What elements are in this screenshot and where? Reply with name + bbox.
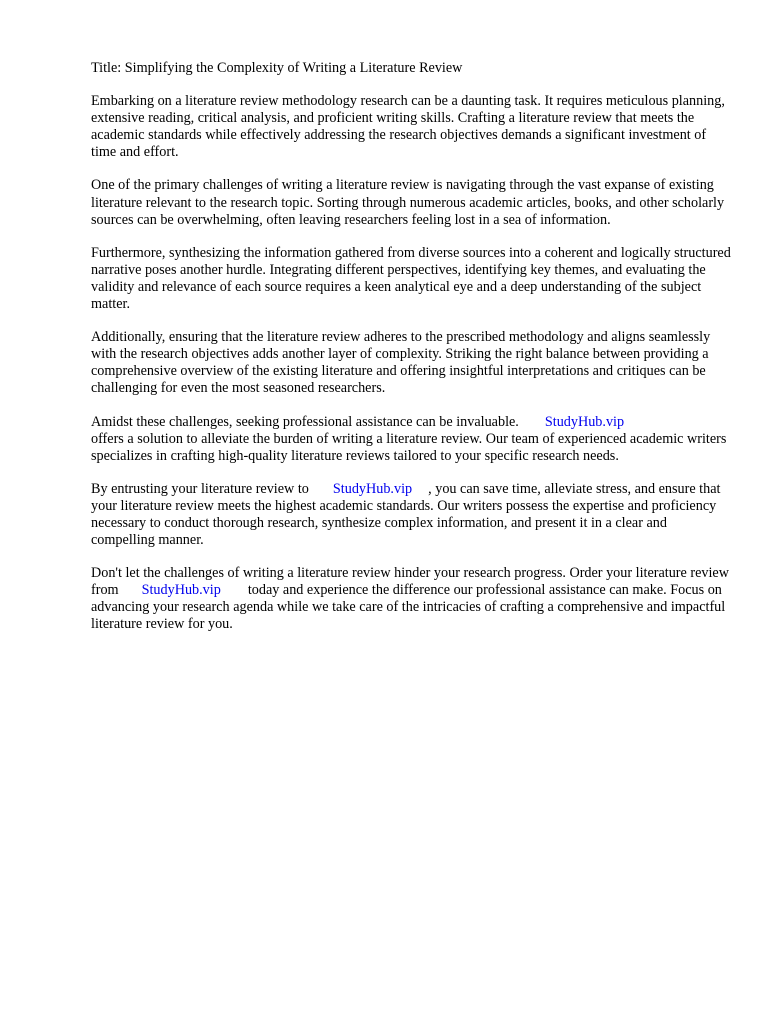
studyhub-link-3[interactable]: StudyHub.vip xyxy=(141,582,221,599)
document-page xyxy=(91,60,731,650)
paragraph-5 xyxy=(91,414,731,465)
paragraph-6-text-before: By entrusting your literature review to xyxy=(91,480,309,497)
paragraph-5-text-before: Amidst these challenges, seeking professional assistance can be invaluable. xyxy=(91,413,519,430)
studyhub-link-1[interactable]: StudyHub.vip xyxy=(544,413,625,430)
document-title: Title: Simplifying the Complexity of Writing a Literature Review xyxy=(91,60,463,76)
paragraph-1: Embarking on a literature review methodology research can be a daunting task. It requires meticulous planning, extensive reading, critical analysis, and proficient writing skills. Crafting a literature review that meets the academic standards while effectively addressing the research objectives demands a significant investment of time and effort. xyxy=(91,93,725,161)
paragraph-4: Additionally, ensuring that the literature review adheres to the prescribed methodology and aligns seamlessly with the research objectives adds another layer of complexity. Striking the right balance between providing a comprehensive overview of the existing literature and offering insightful interpretations and critiques can be challenging for even the most seasoned researchers. xyxy=(91,329,711,397)
paragraph-3: Furthermore, synthesizing the information gathered from diverse sources into a coherent and logically structured narrative poses another hurdle. Integrating different perspectives, identifying key themes, and evaluating the validity and relevance of each source requires a keen analytical eye and a deep understanding of the subject matter. xyxy=(91,244,731,313)
paragraph-5-text-after: offers a solution to alleviate the burden of writing a literature review. Our team of experienced academic writers specializes in crafting high-quality literature reviews tailored to your specific research needs. xyxy=(91,430,727,464)
paragraph-6 xyxy=(91,481,731,549)
paragraph-7-text-after: today and experience the difference our professional assistance can make. Focus on advancing your research agenda while we take care of the intricacies of crafting a comprehensive and impactful literature review for you. xyxy=(91,582,726,633)
paragraph-7 xyxy=(91,565,731,633)
paragraph-2: One of the primary challenges of writing a literature review is navigating through the vast expanse of existing literature relevant to the research topic. Sorting through numerous academic articles, books, and other scholarly sources can be overwhelming, often leaving researchers feeling lost in a sea of information. xyxy=(91,177,725,228)
paragraph-6-text-after: , you can save time, alleviate stress, and ensure that your literature review meets the highest academic standards. Our writers possess the expertise and proficiency necessary to conduct thorough research, synthesize complex information, and present it in a clear and compelling manner. xyxy=(91,480,721,549)
studyhub-link-2[interactable]: StudyHub.vip xyxy=(332,480,413,497)
paragraph-7-text-before: Don't let the challenges of writing a literature review hinder your research progress. Order your literature review from xyxy=(91,565,729,599)
